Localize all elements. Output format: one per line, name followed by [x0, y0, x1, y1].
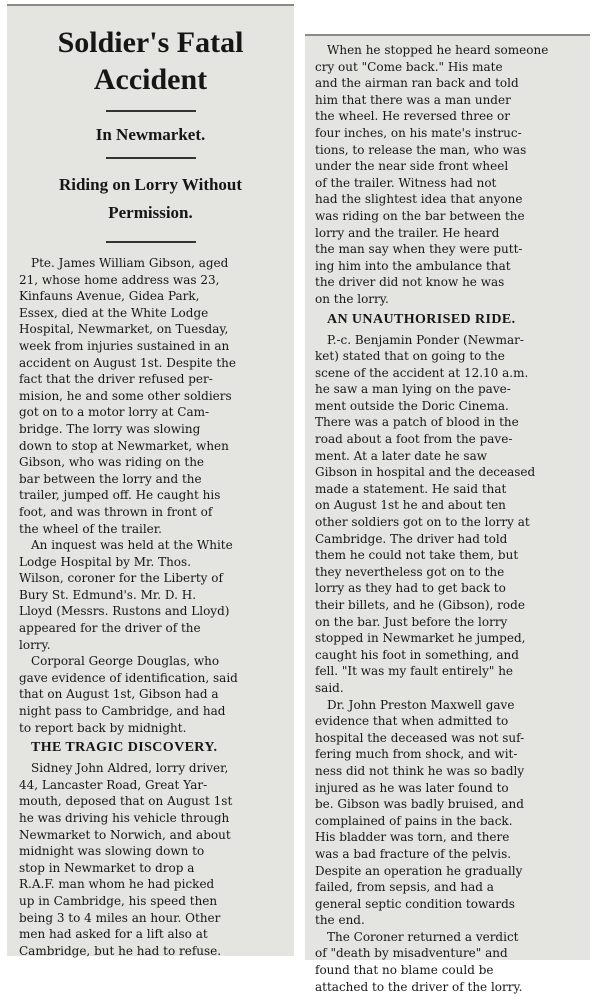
text-line: cry out "Come back." His mate: [315, 59, 580, 76]
text-line: the end.: [315, 912, 580, 929]
article-body: [315, 42, 580, 308]
text-line: four inches, on his mate's instruc-: [315, 125, 580, 142]
paragraph: [19, 653, 282, 736]
text-line: Lodge Hospital by Mr. Thos.: [19, 554, 282, 571]
paragraph: [315, 42, 580, 308]
text-line: he saw a man lying on the pave-: [315, 381, 580, 398]
text-line: Sidney John Aldred, lorry driver,: [19, 760, 282, 777]
text-line: week from injuries sustained in an: [19, 338, 282, 355]
text-line: P.-c. Benjamin Ponder (Newmar-: [315, 332, 580, 349]
text-line: Bury St. Edmund's. Mr. D. H.: [19, 587, 282, 604]
deck-line: Permission.: [19, 199, 282, 227]
text-line: Cambridge, but he had to refuse.: [19, 943, 282, 960]
text-line: of "death by misadventure" and: [315, 945, 580, 962]
text-line: was a bad fracture of the pelvis.: [315, 846, 580, 863]
text-line: lorry and the trailer. He heard: [315, 225, 580, 242]
text-line: and the airman ran back and told: [315, 75, 580, 92]
text-line: him that there was a man under: [315, 92, 580, 109]
paragraph: [315, 332, 580, 697]
text-line: ment outside the Doric Cinema.: [315, 398, 580, 415]
text-line: bar between the lorry and the: [19, 471, 282, 488]
text-line: fell. "It was my fault entirely" he: [315, 663, 580, 680]
text-line: injured as he was later found to: [315, 780, 580, 797]
text-line: trailer, jumped off. He caught his: [19, 487, 282, 504]
text-line: general septic condition towards: [315, 896, 580, 913]
text-line: on August 1st he and about ten: [315, 497, 580, 514]
paragraph: [19, 537, 282, 653]
headline: [19, 24, 282, 98]
text-line: he was driving his vehicle through: [19, 810, 282, 827]
text-line: Wilson, coroner for the Liberty of: [19, 570, 282, 587]
text-line: Gibson in hospital and the deceased: [315, 464, 580, 481]
deck-line: Riding on Lorry Without: [19, 171, 282, 199]
text-line: mision, he and some other soldiers: [19, 388, 282, 405]
text-line: gave evidence of identification, said: [19, 670, 282, 687]
text-line: was riding on the bar between the: [315, 208, 580, 225]
text-line: ing him into the ambulance that: [315, 258, 580, 275]
section-heading: AN UNAUTHORISED RIDE.: [315, 310, 580, 330]
right-column: [305, 36, 590, 960]
text-line: made a statement. He said that: [315, 481, 580, 498]
text-line: There was a patch of blood in the: [315, 414, 580, 431]
text-line: up in Cambridge, his speed then: [19, 893, 282, 910]
article-body: [19, 255, 282, 736]
text-line: their billets, and he (Gibson), rode: [315, 597, 580, 614]
text-line: ket) stated that on going to the: [315, 348, 580, 365]
text-line: Hospital, Newmarket, on Tuesday,: [19, 321, 282, 338]
text-line: An inquest was held at the White: [19, 537, 282, 554]
text-line: other soldiers got on to the lorry at: [315, 514, 580, 531]
text-line: men had asked for a lift also at: [19, 926, 282, 943]
text-line: evidence that when admitted to: [315, 713, 580, 730]
text-line: down to stop at Newmarket, when: [19, 438, 282, 455]
left-column: [7, 6, 294, 956]
text-line: hospital the deceased was not suf-: [315, 730, 580, 747]
text-line: got on to a motor lorry at Cam-: [19, 404, 282, 421]
text-line: on the lorry.: [315, 291, 580, 308]
headline-line: Accident: [19, 61, 282, 98]
text-line: stop in Newmarket to drop a: [19, 860, 282, 877]
text-line: lorry as they had to get back to: [315, 580, 580, 597]
text-line: ment. At a later date he saw: [315, 448, 580, 465]
text-line: midnight was slowing down to: [19, 843, 282, 860]
text-line: accident on August 1st. Despite the: [19, 355, 282, 372]
divider: [106, 157, 196, 159]
text-line: R.A.F. man whom he had picked: [19, 876, 282, 893]
text-line: found that no blame could be: [315, 962, 580, 979]
text-line: 21, whose home address was 23,: [19, 272, 282, 289]
article-body: [315, 332, 580, 995]
text-line: caught his foot in something, and: [315, 647, 580, 664]
text-line: that on August 1st, Gibson had a: [19, 686, 282, 703]
article-body: [19, 760, 282, 959]
text-line: the driver did not know he was: [315, 274, 580, 291]
text-line: Kinfauns Avenue, Gidea Park,: [19, 288, 282, 305]
text-line: Despite an operation he gradually: [315, 863, 580, 880]
text-line: tions, to release the man, who was: [315, 142, 580, 159]
text-line: Essex, died at the White Lodge: [19, 305, 282, 322]
text-line: the wheel of the trailer.: [19, 521, 282, 538]
subheadline: In Newmarket.: [19, 124, 282, 145]
text-line: mouth, deposed that on August 1st: [19, 793, 282, 810]
text-line: on the bar. Just before the lorry: [315, 614, 580, 631]
text-line: Lloyd (Messrs. Rustons and Lloyd): [19, 603, 282, 620]
text-line: under the near side front wheel: [315, 158, 580, 175]
deck-headline: [19, 171, 282, 227]
text-line: stopped in Newmarket he jumped,: [315, 630, 580, 647]
text-line: Newmarket to Norwich, and about: [19, 827, 282, 844]
text-line: Gibson, who was riding on the: [19, 454, 282, 471]
text-line: road about a foot from the pave-: [315, 431, 580, 448]
text-line: scene of the accident at 12.10 a.m.: [315, 365, 580, 382]
text-line: fering much from shock, and wit-: [315, 746, 580, 763]
text-line: attached to the driver of the lorry.: [315, 979, 580, 995]
divider: [106, 241, 196, 243]
text-line: The Coroner returned a verdict: [315, 929, 580, 946]
text-line: had the slightest idea that anyone: [315, 191, 580, 208]
paragraph: [315, 929, 580, 995]
text-line: Cambridge. The driver had told: [315, 531, 580, 548]
text-line: 44, Lancaster Road, Great Yar-: [19, 777, 282, 794]
paragraph: [315, 697, 580, 929]
text-line: lorry.: [19, 637, 282, 654]
text-line: night pass to Cambridge, and had: [19, 703, 282, 720]
text-line: the wheel. He reversed three or: [315, 108, 580, 125]
headline-line: Soldier's Fatal: [19, 24, 282, 61]
text-line: ness did not think he was so badly: [315, 763, 580, 780]
text-line: fact that the driver refused per-: [19, 371, 282, 388]
text-line: foot, and was thrown in front of: [19, 504, 282, 521]
text-line: them he could not take them, but: [315, 547, 580, 564]
text-line: the man say when they were putt-: [315, 241, 580, 258]
text-line: complained of pains in the back.: [315, 813, 580, 830]
text-line: Pte. James William Gibson, aged: [19, 255, 282, 272]
text-line: Corporal George Douglas, who: [19, 653, 282, 670]
text-line: they nevertheless got on to the: [315, 564, 580, 581]
text-line: to report back by midnight.: [19, 720, 282, 737]
text-line: be. Gibson was badly bruised, and: [315, 796, 580, 813]
text-line: failed, from sepsis, and had a: [315, 879, 580, 896]
text-line: When he stopped he heard someone: [315, 42, 580, 59]
text-line: His bladder was torn, and there: [315, 829, 580, 846]
text-line: Dr. John Preston Maxwell gave: [315, 697, 580, 714]
text-line: appeared for the driver of the: [19, 620, 282, 637]
text-line: said.: [315, 680, 580, 697]
text-line: being 3 to 4 miles an hour. Other: [19, 910, 282, 927]
paragraph: [19, 255, 282, 537]
paragraph: [19, 760, 282, 959]
text-line: bridge. The lorry was slowing: [19, 421, 282, 438]
divider: [106, 110, 196, 112]
text-line: of the trailer. Witness had not: [315, 175, 580, 192]
section-heading: THE TRAGIC DISCOVERY.: [19, 738, 282, 758]
